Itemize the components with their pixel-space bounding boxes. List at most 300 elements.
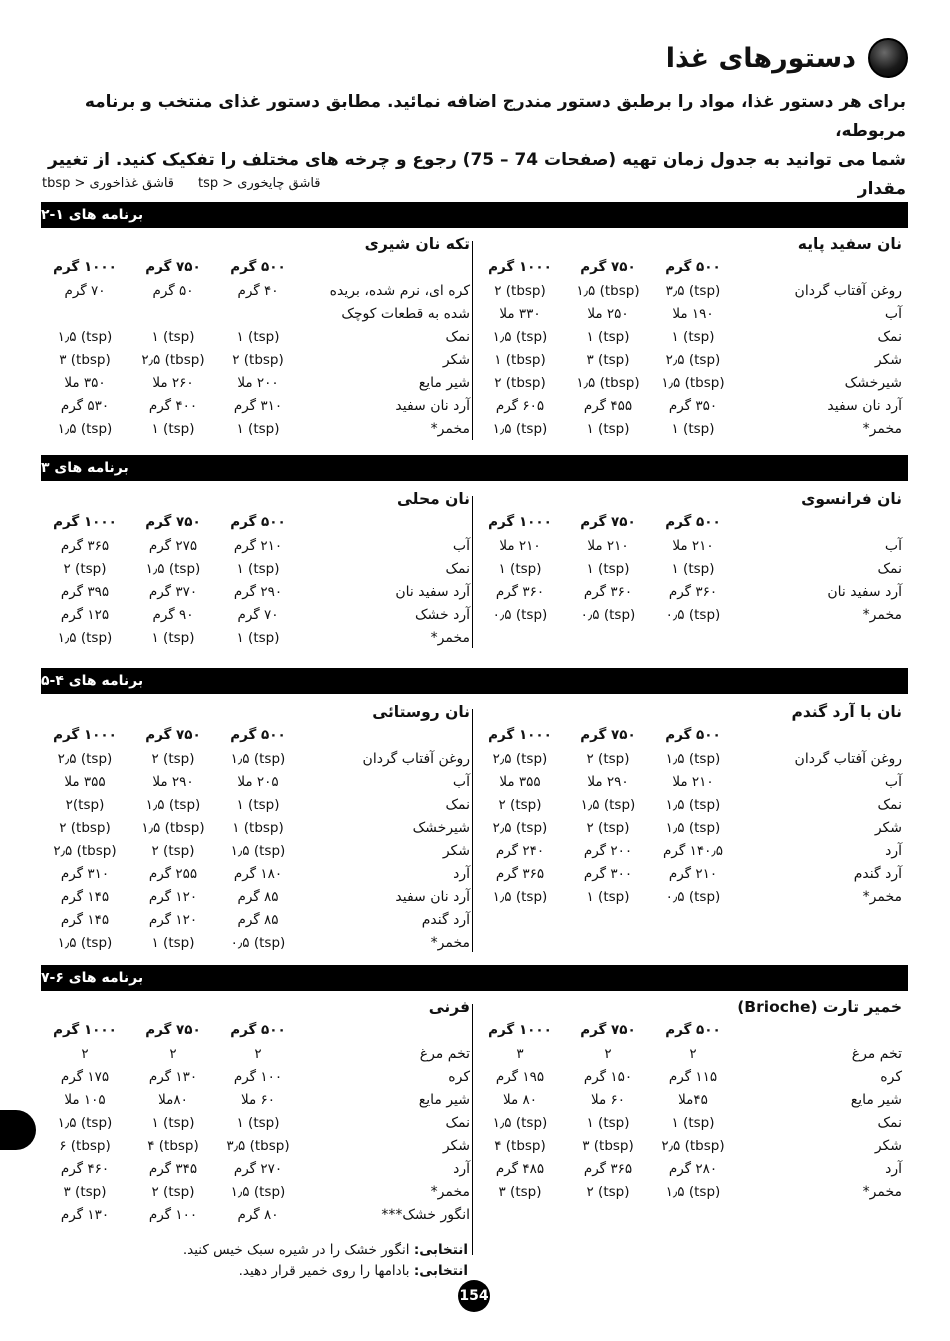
recipe-column	[478, 998, 908, 1255]
ingredient-amount: ۴۰۰ گرم	[148, 398, 198, 414]
recipe-column	[478, 490, 908, 648]
ingredient-name: کره	[448, 1069, 470, 1085]
size-header: ۱۰۰۰ گرم	[53, 727, 117, 743]
ingredient-amount: ۲۰۰ ملا	[237, 375, 279, 391]
note-text: بادامها را روی خمیر قرار دهید.	[238, 1263, 414, 1279]
ingredient-amount: ۸۰ ملا	[502, 1092, 538, 1108]
ingredient-row	[40, 375, 470, 397]
ingredient-amount: ۷۰ گرم	[237, 607, 279, 623]
ingredient-amount: (tsp) ۰٫۵	[665, 607, 721, 623]
ingredient-name: انگور خشک***	[381, 1207, 470, 1223]
ingredient-amount: ۱۱۵ گرم	[668, 1069, 718, 1085]
ingredient-name: آرد	[885, 843, 902, 859]
note-text: انگور خشک را در شیره سبک خیس کنید.	[182, 1242, 414, 1258]
ingredient-amount: ۴۵ملا	[678, 1092, 708, 1108]
page-title	[666, 38, 908, 78]
ingredient-amount: (tsp) ۱٫۵	[665, 797, 721, 813]
ingredient-name: نمک	[877, 1115, 902, 1131]
ingredient-amount: ۳۶۰ گرم	[583, 584, 633, 600]
recipe-title: نان با آرد گندم	[791, 703, 902, 721]
ingredient-amount: (tbsp) ۴	[494, 1138, 546, 1154]
ingredient-name: آب	[884, 538, 902, 554]
ingredient-amount: (tsp) ۱٫۵	[145, 797, 201, 813]
tsp-legend: tsp > قاشق چایخوری	[198, 176, 321, 191]
ingredient-row	[40, 1092, 470, 1114]
size-header: ۷۵۰ گرم	[145, 1022, 201, 1038]
ingredient-amount: ۳۵۵ ملا	[64, 774, 106, 790]
recipe-column	[40, 490, 470, 648]
ingredient-amount: (tbsp) ۱٫۵	[141, 820, 205, 836]
title-text: دستورهای غذا	[665, 42, 856, 74]
ingredient-amount: ۳۶۵ گرم	[60, 538, 110, 554]
ingredient-amount: ۳۶۰ گرم	[495, 584, 545, 600]
ingredient-amount: ۱۷۵ گرم	[60, 1069, 110, 1085]
ingredient-amount: ۸۵ گرم	[237, 889, 279, 905]
ingredient-amount: ۶۰۵ گرم	[495, 398, 545, 414]
ingredient-name: آرد گندم	[853, 866, 902, 882]
ingredient-amount: ۲۱۰ ملا	[499, 538, 541, 554]
ingredient-amount: (tsp) ۱٫۵	[230, 1184, 286, 1200]
ingredient-name: آرد	[453, 866, 470, 882]
ingredient-name: نمک	[877, 797, 902, 813]
size-header: ۵۰۰ گرم	[230, 1022, 286, 1038]
size-header: ۵۰۰ گرم	[665, 727, 721, 743]
ingredient-amount: (tsp) ۱٫۵	[230, 843, 286, 859]
ingredient-name: مخمر*	[430, 935, 470, 951]
ingredient-amount: (tsp) ۱	[151, 630, 195, 646]
ingredient-amount: ۱۳۰ گرم	[148, 1069, 198, 1085]
ingredient-row	[40, 1138, 470, 1160]
ingredient-name: نمک	[445, 797, 470, 813]
ingredient-amount: (tsp) ۱٫۵	[57, 935, 113, 951]
ingredient-amount: ۴۰ گرم	[237, 283, 279, 299]
ingredient-amount: ۲۶۰ ملا	[152, 375, 194, 391]
ingredient-amount: (tbsp) ۲	[494, 375, 546, 391]
ingredient-amount: (tsp) ۳٫۵	[665, 283, 721, 299]
ingredient-amount: (tbsp) ۲	[59, 820, 111, 836]
ingredient-amount: ۲۴۰ گرم	[495, 843, 545, 859]
ingredient-amount: ۱۸۰ گرم	[233, 866, 283, 882]
ingredient-amount: ۱۰۰ گرم	[233, 1069, 283, 1085]
size-header: ۷۵۰ گرم	[580, 727, 636, 743]
ingredient-row	[478, 584, 908, 606]
ingredient-amount: ۳۳۰ ملا	[499, 306, 541, 322]
ingredient-row	[478, 797, 908, 819]
ingredient-amount: ۲۱۰ گرم	[668, 866, 718, 882]
ingredient-row	[478, 398, 908, 420]
ingredient-row	[40, 843, 470, 865]
ingredient-row	[40, 561, 470, 583]
recipe-title: نان سفید پایه	[797, 235, 902, 253]
ingredient-amount: (tbsp) ۳	[59, 352, 111, 368]
ingredient-amount: ۷۰ گرم	[64, 283, 106, 299]
ingredient-amount: ۹۰ گرم	[152, 607, 194, 623]
size-header: ۱۰۰۰ گرم	[53, 1022, 117, 1038]
size-header: ۷۵۰ گرم	[145, 514, 201, 530]
ingredient-amount: (tbsp) ۱٫۵	[576, 283, 640, 299]
ingredient-amount: ۳۶۵ گرم	[495, 866, 545, 882]
ingredient-row	[40, 607, 470, 629]
ingredient-amount: (tbsp) ۲٫۵	[53, 843, 117, 859]
size-header: ۱۰۰۰ گرم	[53, 259, 117, 275]
ingredient-amount: (tsp) ۲	[586, 820, 630, 836]
ingredient-name: شیر مایع	[850, 1092, 902, 1108]
ingredient-amount: (tsp) ۱	[151, 421, 195, 437]
ingredient-row	[478, 538, 908, 560]
ingredient-row	[40, 538, 470, 560]
ingredient-amount: (tsp) ۲٫۵	[492, 751, 548, 767]
ingredient-amount: ۲	[81, 1046, 89, 1062]
size-header: ۱۰۰۰ گرم	[488, 727, 552, 743]
ingredient-name: مخمر*	[430, 1184, 470, 1200]
ingredient-name: آب	[452, 774, 470, 790]
ingredient-row	[478, 1161, 908, 1183]
ingredient-row	[40, 398, 470, 420]
ingredient-name: آرد نان سفید	[395, 889, 470, 905]
ingredient-row	[478, 843, 908, 865]
ingredient-amount: ۱۲۰ گرم	[148, 889, 198, 905]
ingredient-amount: ۲	[689, 1046, 697, 1062]
ingredient-amount: ۳۵۰ گرم	[668, 398, 718, 414]
ingredient-name: مخمر*	[430, 630, 470, 646]
ingredient-amount: (tsp) ۱٫۵	[57, 329, 113, 345]
ingredient-amount: ۶۰ ملا	[240, 1092, 276, 1108]
ingredient-amount: (tsp) ۱٫۵	[492, 329, 548, 345]
ingredient-amount: ۳۷۰ گرم	[148, 584, 198, 600]
ingredient-row	[478, 1069, 908, 1091]
ingredient-amount: (tbsp) ۴	[147, 1138, 199, 1154]
ingredient-name: آرد سفید نان	[827, 584, 902, 600]
header-row	[40, 259, 470, 281]
ingredient-amount: (tsp) ۱	[236, 630, 280, 646]
ingredient-amount: ۲۰۰ گرم	[583, 843, 633, 859]
ingredient-amount: (tsp) ۳	[498, 1184, 542, 1200]
ingredient-amount: (tsp) ۱	[671, 329, 715, 345]
ingredient-amount: ۱۴۰٫۵ گرم	[663, 843, 723, 859]
ingredient-row	[40, 797, 470, 819]
ingredient-amount: (tsp) ۱٫۵	[57, 630, 113, 646]
recipe-title: فرنی	[428, 998, 470, 1016]
recipe-title: خمیر تارت (Brioche)	[737, 998, 902, 1016]
ingredient-amount: ۲۹۰ ملا	[587, 774, 629, 790]
ingredient-amount: (tsp) ۱	[586, 1115, 630, 1131]
ingredient-amount: (tsp) ۱٫۵	[665, 1184, 721, 1200]
size-header: ۱۰۰۰ گرم	[53, 514, 117, 530]
ingredient-amount: (tsp) ۱٫۵	[57, 1115, 113, 1131]
ingredient-row	[40, 1069, 470, 1091]
ingredient-amount: ۱۹۰ ملا	[672, 306, 714, 322]
ingredient-amount: ۵۰ گرم	[152, 283, 194, 299]
ingredient-amount: (tsp) ۱	[586, 421, 630, 437]
size-header: ۵۰۰ گرم	[665, 1022, 721, 1038]
ingredient-row	[40, 283, 470, 305]
size-header: ۱۰۰۰ گرم	[488, 259, 552, 275]
ingredient-name: نمک	[445, 329, 470, 345]
ingredient-name: شیر مایع	[418, 375, 470, 391]
intro-line: شما می توانید به جدول زمان تهیه (صفحات 74 – 75) رجوع و چرخه های مختلف را تفکیک کنید. از تغییر مقدار	[48, 150, 906, 199]
size-header: ۷۵۰ گرم	[580, 1022, 636, 1038]
ingredient-amount: ۲۷۵ گرم	[148, 538, 198, 554]
ingredient-amount: (tsp) ۲٫۵	[665, 352, 721, 368]
ingredient-amount: (tsp) ۲	[151, 843, 195, 859]
ingredient-amount: (tsp) ۱	[671, 1115, 715, 1131]
ingredient-row	[478, 607, 908, 629]
ingredient-amount: (tsp) ۱	[151, 1115, 195, 1131]
ingredient-amount: (tsp) ۱	[236, 421, 280, 437]
ingredient-name: شده به قطعات کوچک	[341, 306, 470, 322]
ingredient-name: مخمر*	[430, 421, 470, 437]
ingredient-row	[40, 912, 470, 934]
ingredient-name: نمک	[445, 1115, 470, 1131]
ingredient-amount: ۴۶۰ گرم	[60, 1161, 110, 1177]
ingredient-amount: ۲۵۵ گرم	[148, 866, 198, 882]
recipe-column	[40, 235, 470, 440]
ingredient-amount: (tsp) ۱	[498, 561, 542, 577]
ingredient-row	[478, 889, 908, 911]
ingredient-name: آرد نان سفید	[395, 398, 470, 414]
ingredient-name: آب	[884, 306, 902, 322]
ingredient-row	[40, 352, 470, 374]
ingredient-row	[40, 1046, 470, 1068]
ingredient-name: شکر	[874, 820, 902, 836]
ingredient-name: شکر	[874, 352, 902, 368]
section-bar: برنامه های ۱-۲	[41, 202, 908, 228]
ingredient-amount: (tsp) ۱	[671, 421, 715, 437]
ingredient-name: شکر	[442, 1138, 470, 1154]
ingredient-amount: (tsp) ۱	[586, 889, 630, 905]
ingredient-amount: ۱۳۰ گرم	[60, 1207, 110, 1223]
ingredient-name: شکر	[874, 1138, 902, 1154]
ingredient-amount: ۲	[604, 1046, 612, 1062]
ingredient-amount: (tbsp) ۱٫۵	[661, 375, 725, 391]
ingredient-name: آرد سفید نان	[395, 584, 470, 600]
note-2	[150, 1261, 468, 1282]
size-header: ۵۰۰ گرم	[230, 259, 286, 275]
ingredient-row	[40, 421, 470, 443]
ingredient-name: نمک	[877, 329, 902, 345]
recipe-column	[478, 235, 908, 440]
ingredient-amount: (tsp) ۲	[151, 1184, 195, 1200]
ingredient-row	[40, 1161, 470, 1183]
ingredient-amount: (tbsp) ۳٫۵	[226, 1138, 290, 1154]
ingredient-amount: ۳	[516, 1046, 524, 1062]
ingredient-amount: ۱۵۰ گرم	[583, 1069, 633, 1085]
ingredient-amount: (tsp) ۱٫۵	[580, 797, 636, 813]
ingredient-row	[478, 329, 908, 351]
ingredient-amount: ۴۸۵ گرم	[495, 1161, 545, 1177]
ingredient-name: آرد نان سفید	[827, 398, 902, 414]
ingredient-amount: ۲	[169, 1046, 177, 1062]
ingredient-name: شیرخشک	[844, 375, 902, 391]
ingredient-amount: (tsp) ۱	[586, 561, 630, 577]
ingredient-amount: (tsp) ۱	[151, 329, 195, 345]
ingredient-row	[40, 866, 470, 888]
ingredient-amount: ۵۳۰ گرم	[60, 398, 110, 414]
header-row	[40, 727, 470, 749]
ingredient-amount: ۴۵۵ گرم	[583, 398, 633, 414]
ingredient-name: آرد	[453, 1161, 470, 1177]
ingredient-amount: ۲۸۰ گرم	[668, 1161, 718, 1177]
ingredient-amount: (tsp) ۱	[671, 561, 715, 577]
ingredient-amount: ۳۵۰ ملا	[64, 375, 106, 391]
ingredient-row	[40, 935, 470, 957]
ingredient-amount: ۳۵۵ ملا	[499, 774, 541, 790]
ingredient-name: آب	[452, 538, 470, 554]
header-row	[478, 514, 908, 536]
note-label: انتخابی:	[413, 1263, 468, 1279]
ingredient-row	[478, 352, 908, 374]
ingredient-row	[478, 820, 908, 842]
ingredient-name: روغن آفتاب گردان	[794, 751, 902, 767]
ingredient-row	[478, 1046, 908, 1068]
ingredient-amount: ۱۲۵ گرم	[60, 607, 110, 623]
ingredient-row	[40, 1184, 470, 1206]
ingredient-row	[40, 774, 470, 796]
section-bar: برنامه های ۳	[41, 455, 908, 481]
ingredient-amount: (tsp) ۲	[586, 751, 630, 767]
ingredient-name: نمک	[877, 561, 902, 577]
header-row	[478, 259, 908, 281]
ingredient-row	[40, 630, 470, 652]
ingredient-amount: (tbsp) ۳	[582, 1138, 634, 1154]
column-divider	[472, 1004, 473, 1255]
ingredient-amount: ۱۰۵ ملا	[64, 1092, 106, 1108]
ingredient-amount: (tbsp) ۲٫۵	[141, 352, 205, 368]
size-header: ۵۰۰ گرم	[665, 259, 721, 275]
ingredient-name: روغن آفتاب گردان	[794, 283, 902, 299]
ingredient-amount: ۲۱۰ ملا	[587, 538, 629, 554]
ingredient-amount: (tsp) ۲٫۵	[492, 820, 548, 836]
ingredient-amount: (tsp) ۱	[236, 1115, 280, 1131]
ingredient-amount: (tbsp) ۲	[494, 283, 546, 299]
ingredient-amount: (tsp) ۰٫۵	[665, 889, 721, 905]
ingredient-amount: (tsp) ۲	[63, 561, 107, 577]
ingredient-amount: ۳۱۰ گرم	[233, 398, 283, 414]
ingredient-amount: (tsp) ۲	[151, 751, 195, 767]
ingredient-name: کره ای، نرم شده، بریده	[329, 283, 470, 299]
ingredient-amount: (tbsp) ۶	[59, 1138, 111, 1154]
ingredient-amount: ۱۴۵ گرم	[60, 889, 110, 905]
ingredient-amount: (tsp) ۲	[586, 1184, 630, 1200]
ingredient-amount: ۳۶۵ گرم	[583, 1161, 633, 1177]
ingredient-amount: ۲۵۰ ملا	[587, 306, 629, 322]
ingredient-amount: ۲۰۵ ملا	[237, 774, 279, 790]
ingredient-amount: (tsp) ۱	[236, 329, 280, 345]
ingredient-amount: (tsp)۲	[65, 797, 105, 813]
ingredient-row	[478, 1115, 908, 1137]
ingredient-amount: (tbsp) ۱	[232, 820, 284, 836]
ingredient-row	[478, 421, 908, 443]
ingredient-row	[478, 774, 908, 796]
ingredient-amount: (tsp) ۲	[498, 797, 542, 813]
ingredient-amount: ۲۱۰ گرم	[233, 538, 283, 554]
ingredient-name: تخم مرغ	[419, 1046, 470, 1062]
ingredient-amount: ۸۰ گرم	[237, 1207, 279, 1223]
tbsp-legend: tbsp > قاشق غذاخوری	[42, 176, 175, 191]
size-header: ۱۰۰۰ گرم	[488, 1022, 552, 1038]
ingredient-amount: (tsp) ۱٫۵	[665, 820, 721, 836]
header-row	[478, 1022, 908, 1044]
column-divider	[472, 241, 473, 440]
ingredient-row	[40, 584, 470, 606]
recipe-title: تکه نان شیری	[364, 235, 470, 253]
ingredient-amount: (tsp) ۳	[586, 352, 630, 368]
ingredient-name: آرد	[885, 1161, 902, 1177]
notes	[150, 1240, 468, 1282]
ingredient-name: مخمر*	[862, 1184, 902, 1200]
ingredient-amount: ۱۹۵ گرم	[495, 1069, 545, 1085]
ingredient-amount: (tsp) ۱٫۵	[492, 889, 548, 905]
ingredient-amount: ۳۰۰ گرم	[583, 866, 633, 882]
ingredient-amount: (tbsp) ۲	[232, 352, 284, 368]
column-divider	[472, 709, 473, 952]
ingredient-amount: (tsp) ۱٫۵	[230, 751, 286, 767]
note-1	[150, 1240, 468, 1261]
size-header: ۷۵۰ گرم	[145, 259, 201, 275]
ingredient-amount: ۸۵ گرم	[237, 912, 279, 928]
ingredient-row	[478, 866, 908, 888]
ingredient-amount: (tsp) ۰٫۵	[492, 607, 548, 623]
ingredient-amount: (tsp) ۱	[586, 329, 630, 345]
ingredient-amount: (tsp) ۲٫۵	[57, 751, 113, 767]
ingredient-amount: ۳۱۰ گرم	[60, 866, 110, 882]
section-bar: برنامه های ۶-۷	[41, 965, 908, 991]
ingredient-amount: ۳۴۵ گرم	[148, 1161, 198, 1177]
ingredient-amount: (tsp) ۱	[151, 935, 195, 951]
size-header: ۷۵۰ گرم	[145, 727, 201, 743]
recipe-title: نان فرانسوی	[801, 490, 902, 508]
ingredient-amount: ۲۱۰ ملا	[672, 538, 714, 554]
ingredient-row	[40, 889, 470, 911]
ingredient-amount: (tsp) ۱٫۵	[145, 561, 201, 577]
ingredient-amount: (tsp) ۱	[236, 561, 280, 577]
ingredient-amount: (tsp) ۳	[63, 1184, 107, 1200]
units-legend	[42, 176, 912, 191]
ingredient-row	[40, 1207, 470, 1229]
ingredient-name: مخمر*	[862, 889, 902, 905]
ingredient-row	[478, 751, 908, 773]
ingredient-name: نمک	[445, 561, 470, 577]
header-row	[40, 514, 470, 536]
ingredient-amount: (tbsp) ۲٫۵	[661, 1138, 725, 1154]
ingredient-row	[478, 283, 908, 305]
page-number: 154	[458, 1280, 490, 1312]
recipe-title: نان روستائی	[372, 703, 470, 721]
ingredient-amount: ۶۰ ملا	[590, 1092, 626, 1108]
ingredient-amount: ۳۶۰ گرم	[668, 584, 718, 600]
ingredient-amount: ۲۱۰ ملا	[672, 774, 714, 790]
ingredient-row	[478, 1092, 908, 1114]
page-edge-tab	[0, 1110, 36, 1150]
ingredient-row	[40, 751, 470, 773]
ingredient-amount: ۲۷۰ گرم	[233, 1161, 283, 1177]
recipe-title: نان محلی	[396, 490, 470, 508]
ingredient-name: تخم مرغ	[851, 1046, 902, 1062]
header-row	[40, 1022, 470, 1044]
ingredient-row	[478, 375, 908, 397]
size-header: ۱۰۰۰ گرم	[488, 514, 552, 530]
ingredient-amount: ۳۹۵ گرم	[60, 584, 110, 600]
size-header: ۷۵۰ گرم	[580, 259, 636, 275]
ingredient-amount: (tbsp) ۱	[494, 352, 546, 368]
recipe-column	[478, 703, 908, 952]
ingredient-name: کره	[880, 1069, 902, 1085]
ingredient-row	[40, 329, 470, 351]
ingredient-amount: ۱۴۵ گرم	[60, 912, 110, 928]
section-bar: برنامه های ۴-۵	[41, 668, 908, 694]
ingredient-name: آب	[884, 774, 902, 790]
ingredient-name: شیرخشک	[412, 820, 470, 836]
